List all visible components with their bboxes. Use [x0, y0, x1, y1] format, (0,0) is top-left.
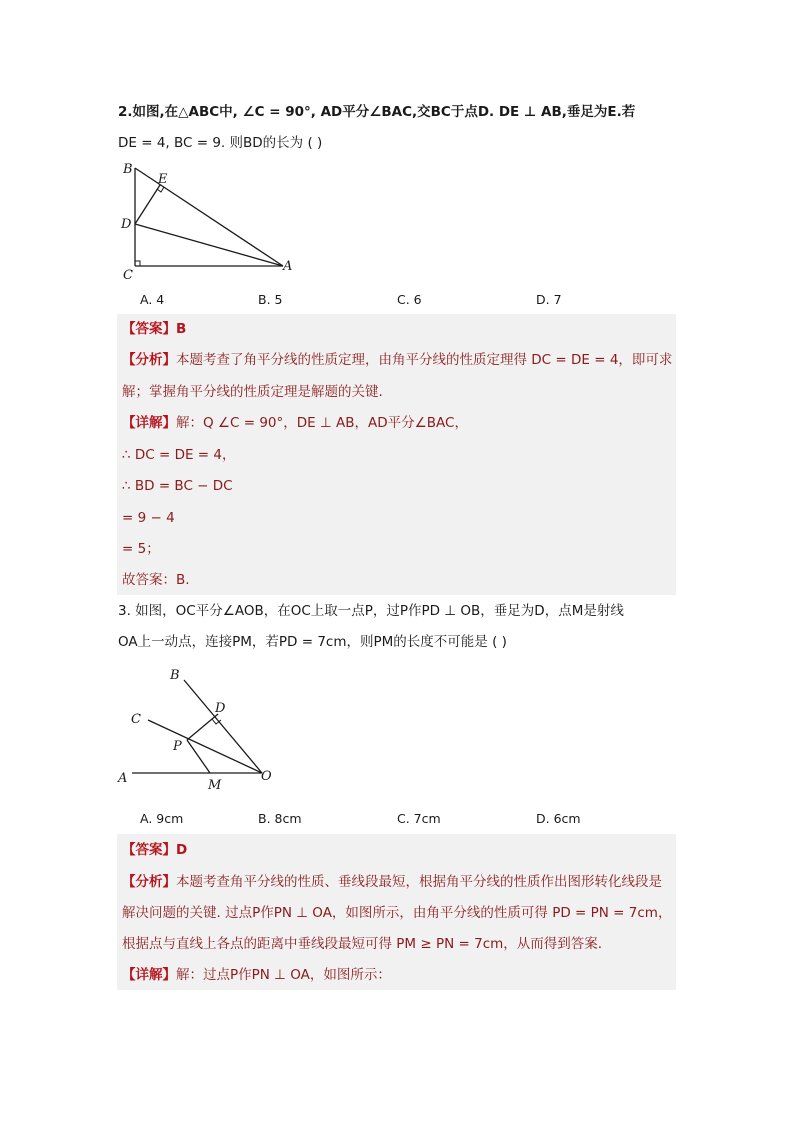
q3-label-o: O [261, 769, 272, 784]
q3-detail-tag: 【详解】 [122, 967, 176, 983]
q2-answer-tag: 【答案】 [122, 321, 176, 337]
q3-analysis-line2: 解决问题的关键. 过点P作PN ⊥ OA，如图所示，由角平分线的性质可得 PD = PN = 7cm， [122, 905, 672, 921]
q2-choice-d[interactable]: D. 7 [536, 292, 562, 307]
q3-angle-figure [112, 662, 292, 794]
q3-choice-c[interactable]: C. 7cm [397, 811, 441, 826]
q2-label-a: A [283, 259, 293, 274]
q3-choice-d[interactable]: D. 6cm [536, 811, 581, 826]
q2-analysis-text1: 本题考查了角平分线的性质定理，由角平分线的性质定理得 DC = DE = 4，即可求 [176, 352, 673, 368]
q2-choice-a[interactable]: A. 4 [140, 292, 165, 307]
q2-detail-tag: 【详解】 [122, 415, 176, 431]
q2-detail-line2: ∴ DC = DE = 4， [122, 447, 236, 463]
q3-stem-line1: 3. 如图，OC平分∠AOB，在OC上取一点P，过P作PD ⊥ OB，垂足为D，点M是射线 [118, 603, 624, 619]
q2-choice-b[interactable]: B. 5 [258, 292, 283, 307]
q2-label-d: D [121, 217, 132, 232]
q3-label-d: D [215, 701, 226, 716]
q2-choice-c[interactable]: C. 6 [397, 292, 422, 307]
q3-label-b: B [170, 668, 180, 683]
q2-analysis-line1 [122, 350, 672, 370]
q2-detail-line4: = 9 − 4 [122, 510, 175, 526]
q3-answer [122, 840, 187, 860]
q2-analysis-line2: 解；掌握角平分线的性质定理是解题的关键. [122, 384, 383, 400]
q3-analysis-line1 [122, 872, 662, 892]
q3-answer-value: D [176, 842, 188, 858]
q2-stem-line2: DE = 4, BC = 9. 则BD的长为 ( ) [118, 135, 323, 151]
q3-analysis-text1: 本题考查角平分线的性质、垂线段最短，根据角平分线的性质作出图形转化线段是 [176, 874, 662, 890]
q3-choice-a[interactable]: A. 9cm [140, 811, 184, 826]
q2-detail-line6: 故答案：B. [122, 572, 190, 588]
q2-detail-line3: ∴ BD = BC − DC [122, 478, 233, 494]
q2-label-b: B [123, 162, 133, 177]
q2-label-e: E [158, 172, 168, 187]
q2-triangle-figure [115, 158, 305, 284]
q2-stem-line1: 2.如图,在△ABC中, ∠C = 90°, AD平分∠BAC,交BC于点D. DE ⊥ AB,垂足为E.若 [118, 104, 636, 120]
q2-answer [122, 319, 186, 339]
q3-detail-text1: 解：过点P作PN ⊥ OA，如图所示： [176, 967, 391, 983]
q3-label-c: C [131, 712, 141, 727]
q2-label-c: C [123, 268, 133, 283]
q3-stem-line2: OA上一动点，连接PM，若PD = 7cm，则PM的长度不可能是 ( ) [118, 634, 507, 650]
q3-detail-line1 [122, 965, 391, 985]
q3-analysis-line3: 根据点与直线上各点的距离中垂线段最短可得 PM ≥ PN = 7cm，从而得到答案. [122, 936, 603, 952]
q3-label-a: A [118, 771, 128, 786]
q3-answer-tag: 【答案】 [122, 842, 176, 858]
q2-answer-value: B [176, 321, 187, 337]
q3-label-p: P [173, 739, 182, 754]
q2-detail-text1: 解：Q ∠C = 90°，DE ⊥ AB，AD平分∠BAC， [176, 415, 468, 431]
q3-analysis-tag: 【分析】 [122, 874, 176, 890]
q2-detail-line5: = 5； [122, 541, 160, 557]
q3-choice-b[interactable]: B. 8cm [258, 811, 302, 826]
q3-label-m: M [208, 778, 222, 793]
q2-detail-line1 [122, 413, 468, 433]
q2-analysis-tag: 【分析】 [122, 352, 176, 368]
